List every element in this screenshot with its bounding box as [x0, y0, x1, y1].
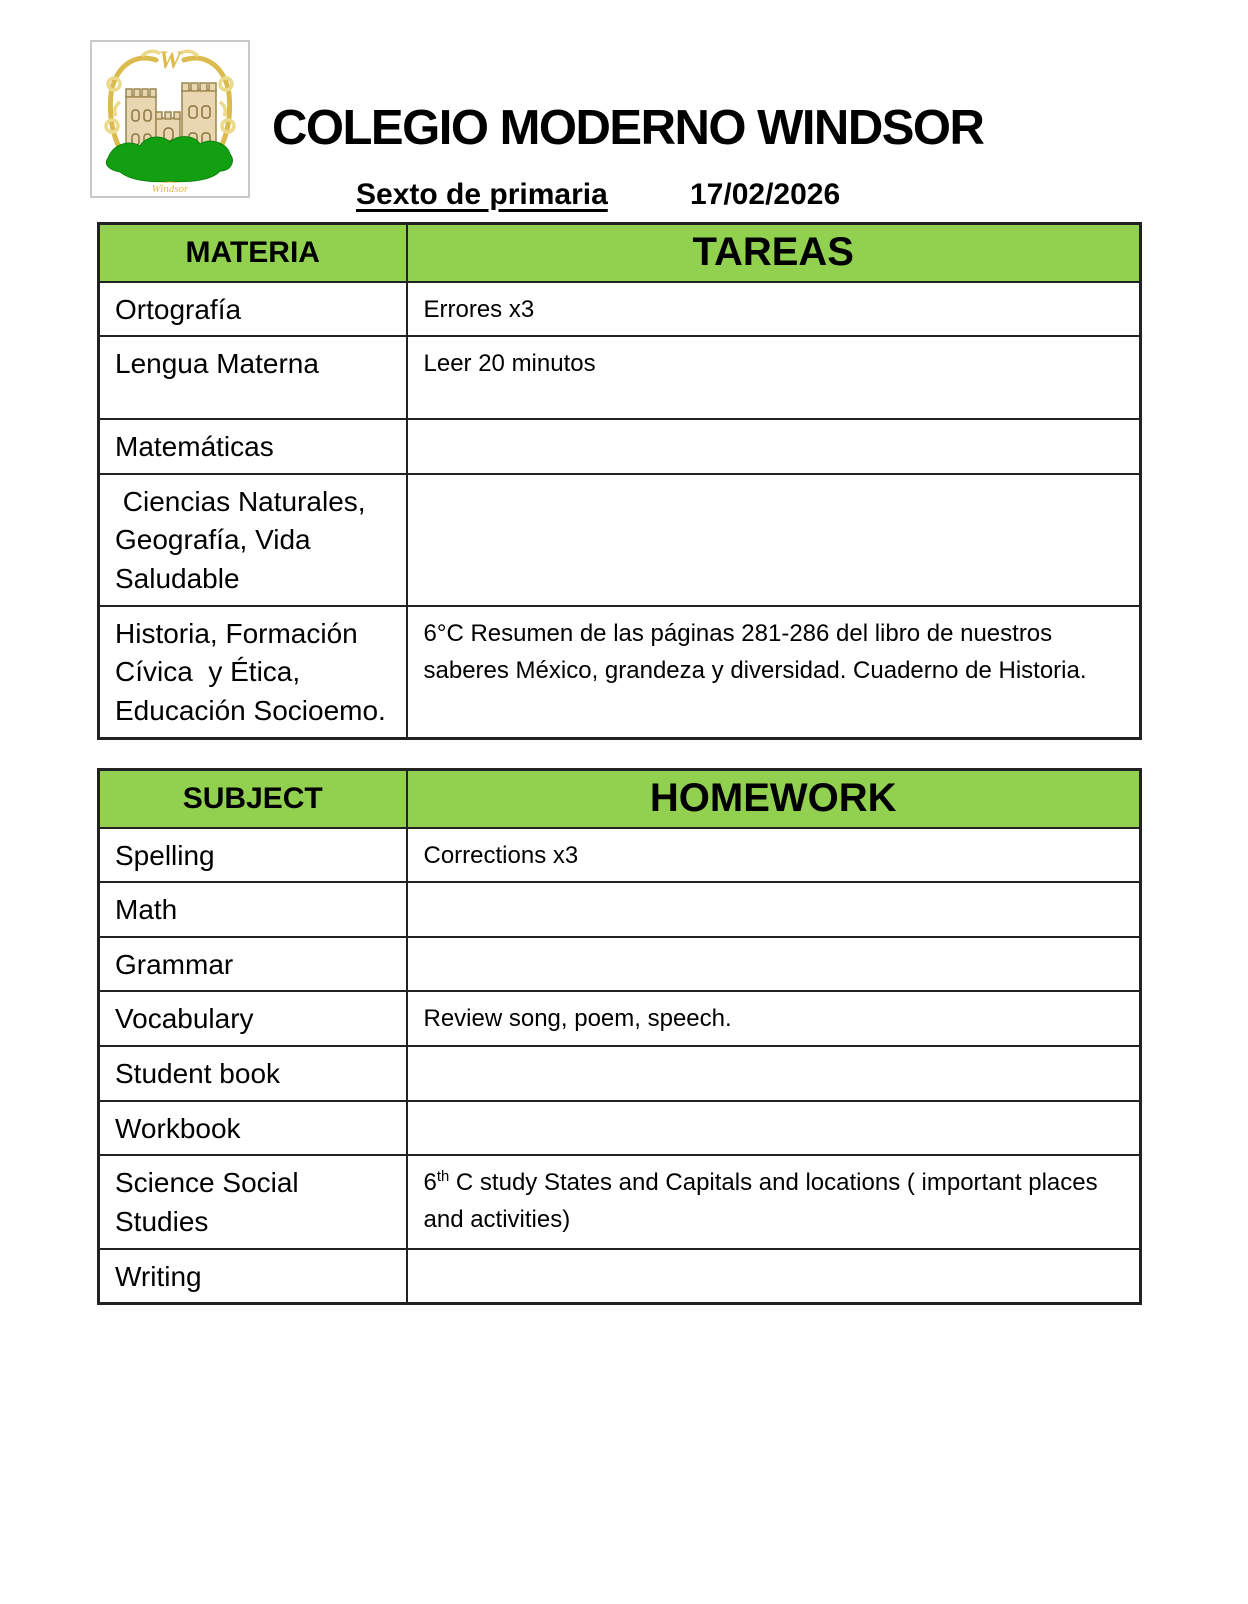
subject-cell: Math — [99, 882, 407, 937]
task-cell: 6th C study States and Capitals and locations ( important places and activities) — [407, 1155, 1141, 1248]
table-row — [99, 1249, 1141, 1304]
subject-cell: Matemáticas — [99, 419, 407, 474]
table-row — [99, 474, 1141, 606]
monogram-w: W — [158, 47, 182, 74]
tareas-table — [97, 222, 1142, 740]
subject-cell: Ciencias Naturales, Geografía, Vida Saludable — [99, 474, 407, 606]
table-row — [99, 937, 1141, 992]
table-row — [99, 606, 1141, 738]
homework-rows — [99, 828, 1141, 1304]
homework-table — [97, 768, 1142, 1305]
homework-header-row — [99, 770, 1141, 828]
subject-cell: Student book — [99, 1046, 407, 1101]
subject-cell: Workbook — [99, 1101, 407, 1156]
subject-header: SUBJECT — [99, 770, 407, 828]
task-cell: Errores x3 — [407, 282, 1141, 337]
task-cell — [407, 1046, 1141, 1101]
task-cell: Review song, poem, speech. — [407, 991, 1141, 1046]
task-cell — [407, 419, 1141, 474]
tareas-rows — [99, 282, 1141, 739]
subject-cell: Spelling — [99, 828, 407, 883]
table-row — [99, 336, 1141, 419]
logo-caption: Windsor — [151, 183, 189, 195]
task-cell — [407, 1249, 1141, 1304]
homework-header: HOMEWORK — [407, 770, 1141, 828]
tareas-header: TAREAS — [407, 224, 1141, 282]
subject-cell: Vocabulary — [99, 991, 407, 1046]
table-row — [99, 1155, 1141, 1248]
tareas-header-row — [99, 224, 1141, 282]
table-row — [99, 419, 1141, 474]
subject-cell: Writing — [99, 1249, 407, 1304]
task-cell: Corrections x3 — [407, 828, 1141, 883]
subject-cell: Ortografía — [99, 282, 407, 337]
subject-cell: Historia, Formación Cívica y Ética, Educación Socioemo. — [99, 606, 407, 738]
bush-shape — [106, 137, 232, 182]
table-row — [99, 1046, 1141, 1101]
task-cell — [407, 882, 1141, 937]
task-cell — [407, 474, 1141, 606]
table-row — [99, 991, 1141, 1046]
table-row — [99, 882, 1141, 937]
task-cell: Leer 20 minutos — [407, 336, 1141, 419]
table-row — [99, 828, 1141, 883]
subject-cell: Science Social Studies — [99, 1155, 407, 1248]
task-cell: 6°C Resumen de las páginas 281-286 del libro de nuestros saberes México, grandeza y diversidad. Cuaderno de Historia. — [407, 606, 1141, 738]
materia-header: MATERIA — [99, 224, 407, 282]
subject-cell: Lengua Materna — [99, 336, 407, 419]
task-cell — [407, 937, 1141, 992]
school-crest-logo — [90, 40, 250, 198]
grade-label: Sexto de primaria — [356, 178, 608, 211]
table-row — [99, 282, 1141, 337]
table-row — [99, 1101, 1141, 1156]
date-label: 17/02/2026 — [690, 178, 841, 211]
subject-cell: Grammar — [99, 937, 407, 992]
school-title: COLEGIO MODERNO WINDSOR — [272, 101, 984, 155]
task-cell — [407, 1101, 1141, 1156]
